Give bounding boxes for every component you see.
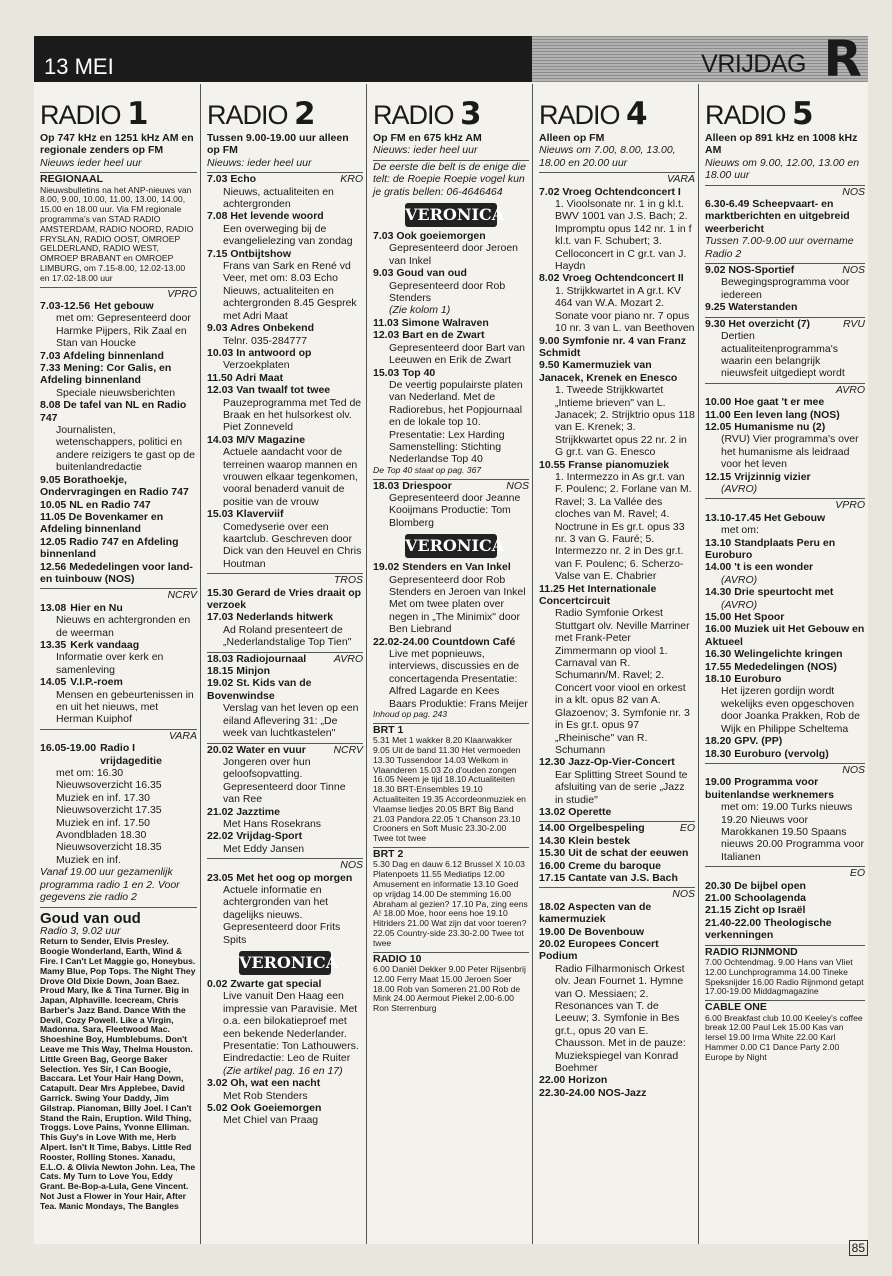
program-desc: Gepresenteerd door Rob Stenders	[389, 279, 506, 305]
program-desc: (AVRO)	[721, 598, 758, 611]
broadcaster-label: TROS	[207, 573, 363, 586]
program-entry: 16.00 Creme du baroque	[539, 859, 661, 872]
program-entry: 19.00 Programma voor buitenlandse werknemers	[705, 776, 834, 801]
program-entry: 7.08 Het levende woord	[207, 210, 324, 223]
program-entry: 22.30-24.00 NOS-Jazz	[539, 1086, 647, 1099]
day-label: VRIJDAG	[701, 50, 806, 78]
program-desc: Verzoekplaten	[223, 359, 290, 372]
brt2-title: BRT 2	[373, 848, 404, 861]
program-entry: 15.30 Uit de schat der eeuwen	[539, 847, 689, 860]
program-desc: Ear Splitting Street Sound te afsluiting van de serie „Jazz in studie"	[555, 768, 688, 806]
program-entry: 14.00 't is een wonder	[705, 561, 814, 574]
broadcaster-label: NOS	[705, 763, 865, 776]
program-entry: 15.00 Het Spoor	[705, 611, 785, 624]
program-entry: 12.05 Humanisme nu (2)	[705, 420, 826, 433]
program-entry: 20.02 Europees Concert Podium	[539, 938, 659, 963]
regional-text: Nieuwsbulletins na het ANP-nieuws van 8.00, 9.00, 10.00, 11.00, 13.00, 14.00, 15.00 en 18.00 uur. Via FM regionale programma's van STAD RADIO AMSTERDAM, RADIO NOORD, RADIO FRYSLAN, RADIO OOST, OMROEP GELDERLAND, RADIO WEST, OMROEP BRABANT en OMROEP LIMBURG, om 7.15-8.00, 12.02-13.00 en 17.02-18.00 uur	[40, 184, 194, 283]
program-entry: 8.08 De tafel van NL en Radio 747	[40, 399, 187, 424]
goud-van-oud-playlist: Return to Sender, Elvis Presley. Boogie Wonderland, Earth, Wind & Fire. I Can't Let Maggie go, Honeybus. Mamy Blue, Pop Tops. The Night They Drove Old Dixie Down, Joan Baez. Proud Mary, Ike & Tina Turner. Big in Japan, Alphaville. Icecream, Chris Barber's Jazz Band. Dance With the Devil, Cozy Powell. Like a Virgin, Madonna. Sara, Fleetwood Mac. Shoeshine Boy, Humblebums. Don't Leave me This Way, Thelma Houston. Little Green Bag, George Baker Selection. Yes Sir, I Can Boogie, Baccara. Let Your Hair Hang Down, Catapult. Dear Mrs Applebee, David Garrick. Swing Your Daddy, Jim Gilstrap. Pianoman, Billy Joel. I Can't Stand the Rain, Eruption. Wild Thing, Troggs. Love Pains, Yvonne Elliman. This Guy's in Love With me, Herb Alpert. Isn't It Time, Babys. Little Red Rooster, Rolling Stones. Xanadu, E.L.O. & Olivia Newton John. Lea, The Cats. My Turn to Love You, Eddy Grant. Be-Bop-a-Lula, Gene Vincent. Not Just a Flower in Your Hair, After Tea. Manic Mondays, The Bangles	[40, 936, 196, 1211]
regional-title: REGIONAAL	[40, 173, 103, 186]
program-note: (Zie artikel pag. 16 en 17)	[223, 1064, 343, 1077]
page-number: 85	[849, 1240, 868, 1256]
veronica-logo: VERONICA	[405, 203, 497, 227]
radio2-column	[200, 84, 366, 1244]
program-desc: 1. Strijkkwartet in A gr.t. KV 464 van W.A. Mozart 2. Sonate voor piano nr. 7 opus 10 nr. 3 van L. van Beethoven	[555, 284, 695, 335]
program-entry: 16.05-19.00 Radio I vrijdageditie	[40, 742, 162, 767]
radio-letter-logo: R	[823, 30, 862, 88]
goud-van-oud-subtitle: Radio 3, 9.02 uur	[40, 924, 121, 937]
station-title: RADIO 5	[705, 96, 813, 132]
veronica-logo: VERONICA	[405, 534, 497, 558]
program-entry: 7.02 Vroeg Ochtendconcert I	[539, 185, 681, 198]
program-entry: 13.02 Operette	[539, 805, 612, 818]
program-desc: Ad Roland presenteert de „Nederlandstalige Top Tien"	[223, 623, 352, 649]
radio10-title: RADIO 10	[373, 952, 422, 965]
program-desc: Het ijzeren gordijn wordt wekelijks even opgeschoven door Joanka Prakken, Rob de Wijk en Philippe Scheltema	[721, 685, 860, 735]
broadcaster-label: NCRV	[40, 588, 197, 601]
program-entry: 17.03 Nederlands hitwerk	[207, 611, 334, 624]
program-entry: 11.00 Een leven lang (NOS)	[705, 408, 840, 421]
program-desc: Journalisten, wetenschappers, politici en andere reizigers te gast op de buitenlandredactie	[56, 424, 195, 474]
program-note: Tussen 7.00-9.00 uur overname Radio 2	[705, 235, 854, 260]
program-entry: 18.15 Minjon	[207, 665, 271, 678]
program-entry: 18.02 Aspecten van de kamermuziek	[539, 900, 652, 926]
program-entry: 23.05 Met het oog op morgen	[207, 871, 353, 884]
radio1-column	[34, 84, 200, 1244]
program-desc: Bewegingsprogramma voor iedereen	[721, 276, 850, 301]
program-desc: 1. Vioolsonate nr. 1 in g kl.t. BWV 1001 van J.S. Bach; 2. Impromptu opus 142 nr. 1 in f kl.t. van F. Schubert; 3. Celloconcert in C gr.t. van J. Haydn	[555, 198, 692, 273]
program-entry: 16.30 Welingelichte kringen	[705, 648, 843, 661]
program-desc: Live vanuit Den Haag een impressie van Paravisie. Met o.a. een bilokatieproef met een bekende Nederlander. Presentatie: Ton Lathouwers. Eindredactie: Leo de Ruiter	[223, 990, 359, 1065]
cable-one-text: 6.00 Breakfast club 10.00 Keeley's coffee break 12.00 Paul Lek 15.00 Kas van Iersel 19.00 Irma White 22.00 Karl Hammer 0.00 C1 Dance Party 2.00 Europe by Night	[705, 1012, 863, 1062]
broadcaster-label: VPRO	[40, 287, 197, 300]
program-entry: 5.02 Ook Goeiemorgen	[207, 1102, 322, 1115]
program-desc: Met Hans Rosekrans	[223, 817, 322, 830]
program-desc: Actuele aandacht voor de terreinen waarop mannen en vrouwen elkaar tegenkomen, vooral benaderd vanuit de positie van de vrouw	[223, 446, 358, 508]
brt2-text: 5.30 Dag en dauw 6.12 Brussel X 10.03 Platenpoets 11.55 Mediatips 12.00 Amusement en informatie 13.10 Goed op vrijdag 14.00 De stemming 16.00 Abraham al gezien? 17.10 Pa, zing eens A! 18.00 Moe, hoor eens hoe 19.10 Hitriders 21.00 Wat zijn dat voor toeren? 22.05 Country-side 23.30-2.00 Twee tot twee	[373, 859, 528, 948]
program-desc: Pauzeprogramma met Ted de Braak en het hulsorkest olv. Piet Zonneveld	[223, 396, 362, 434]
page-header	[34, 30, 868, 88]
program-note: Inhoud op pag. 243	[373, 709, 448, 720]
program-entry: 11.25 Het Internationale Concertcircuit	[539, 582, 657, 608]
program-entry: 22.00 Horizon	[539, 1074, 608, 1087]
news-note: Nieuws: ieder heel uur	[207, 156, 312, 169]
schedule-columns	[34, 84, 868, 1244]
program-entry: 7.03 Echo KRO	[207, 173, 363, 186]
program-desc: Jongeren over hun geloofsopvatting. Gepresenteerd door Tinne van Ree	[223, 755, 346, 806]
program-entry: 14.30 Klein bestek	[539, 834, 631, 847]
station-intro: Op 747 kHz en 1251 kHz AM en regionale zenders op FM	[40, 132, 194, 157]
program-entry: 17.15 Cantate van J.S. Bach	[539, 871, 678, 884]
goud-van-oud-title: Goud van oud	[40, 909, 141, 927]
station-intro: Tussen 9.00-19.00 uur alleen op FM	[207, 132, 349, 157]
program-entry: 9.03 Adres Onbekend	[207, 322, 314, 335]
program-desc: Gepresenteerd door Jeanne Kooijmans Productie: Tom Blomberg	[389, 491, 521, 529]
brt1-title: BRT 1	[373, 723, 404, 736]
program-entry: 14.03 M/V Magazine	[207, 433, 306, 446]
program-entry: 10.05 NL en Radio 747	[40, 498, 151, 511]
program-desc: Speciale nieuwsberichten	[56, 386, 176, 399]
day-banner	[532, 30, 868, 88]
program-entry: 19.02 Stenders en Van Inkel	[373, 561, 511, 574]
veronica-logo: VERONICA	[239, 951, 331, 975]
program-desc: Radio Symfonie Orkest Stuttgart olv. Neville Marriner met Frank-Peter Zimmermann op viool 1. Carnaval van R. Schumann/M. Ravel; 2. Concert voor viool en orkest in a klt. opus 82 van A. Glazoenov; 3. Symfonie nr. 3 in Es gr.t. opus 97 „Rheinische" van R. Schumann	[555, 607, 690, 756]
program-entry: 8.02 Vroeg Ochtendconcert II	[539, 272, 684, 285]
program-entry: 3.02 Oh, wat een nacht	[207, 1077, 321, 1090]
program-entry: 15.03 Top 40	[373, 366, 436, 379]
program-entry: 13.08 Hier en Nu	[40, 601, 123, 614]
program-note: (Zie kolom 1)	[389, 304, 451, 317]
program-desc: Informatie over kerk en samenleving	[56, 651, 164, 676]
program-desc: Met Chiel van Praag	[223, 1114, 319, 1127]
program-desc: Met Eddy Jansen	[223, 842, 305, 855]
program-desc: met om: 16.30 Nieuwsoverzicht 16.35 Muziek en inf. 17.30 Nieuwsoverzicht 17.35 Muziek en inf. 17.50 Avondbladen 18.30 Nieuwsoverzicht 18.35 Muziek en inf.	[56, 767, 162, 866]
broadcaster-label: EO	[705, 866, 865, 879]
program-desc: Met Rob Stenders	[223, 1089, 308, 1102]
program-desc: (RVU) Vier programma's over het humanisme als leidraad voor het leven	[721, 433, 859, 471]
program-entry: 13.35 Kerk vandaag	[40, 638, 140, 651]
broadcaster-label: NOS	[207, 858, 363, 871]
station-title: RADIO 4	[539, 96, 647, 132]
program-desc: (AVRO)	[721, 482, 758, 495]
program-entry: 10.00 Hoe gaat 't er mee	[705, 396, 825, 409]
broadcaster-label: VARA	[539, 172, 695, 185]
program-entry: 19.02 St. Kids van de Bovenwindse	[207, 677, 312, 702]
program-desc: (AVRO)	[721, 573, 758, 586]
program-entry: 7.33 Mening: Cor Galis, en Afdeling binnenland	[40, 362, 172, 387]
brt1-text: 5.31 Met 1 wakker 8.20 Klaarwakker 9.05 Uit de band 11.30 Het vermoeden 13.30 Tussendoor 14.03 Welkom in Vlaanderen 15.03 Zo d'ouden zongen 16.05 Neem je tijd 18.10 Actualiteiten 18.30 BRT-Ensembles 19.10 Actualiteiten 19.35 Accordeonmuziek en Vlaamse liedjes 20.05 BRT Big Band 21.03 Pandora 22.05 't Chanson 23.10 Crooners en Soft Music 23.30-2.00 Twee tot twee	[373, 735, 526, 844]
station-intro: Alleen op FM	[539, 132, 605, 144]
program-desc: Radio Filharmonisch Orkest olv. Jean Fournet 1. Hymne van O. Messiaen; 2. Resonances van T. de Leeuw; 3. Symfonie in Bes gr.t., opus 20 van E. Chausson. Met in de pauze: Muziekspiegel van Konrad Boehmer	[555, 962, 686, 1075]
program-entry: 18.20 GPV. (PP)	[705, 735, 783, 748]
radio5-column	[698, 84, 868, 1244]
program-entry: 17.55 Mededelingen (NOS)	[705, 660, 837, 673]
program-entry: 21.00 Schoolagenda	[705, 891, 806, 904]
program-entry: 13.10-17.45 Het Gebouw	[705, 511, 826, 524]
program-entry: 10.55 Franse pianomuziek	[539, 458, 670, 471]
radio10-text: 6.00 Daniël Dekker 9.00 Peter Rijsenbrij 12.00 Ferry Maat 15.00 Jeroen Soer 18.00 Rob van Someren 21.00 Rob de Mink 24.00 Aermout Piekel 2.00-6.00 Ron Sterrenburg	[373, 964, 526, 1014]
program-entry: 9.00 Symfonie nr. 4 van Franz Schmidt	[539, 334, 687, 359]
cable-one-title: CABLE ONE	[705, 1001, 767, 1014]
tv-guide-page	[34, 30, 868, 1244]
program-desc: Mensen en gebeurtenissen in en uit het nieuws, met Herman Kuiphof	[56, 688, 194, 726]
program-desc: 1. Intermezzo in As gr.t. van F. Poulenc; 2. Forlane van M. Ravel; 3. La Vallée des cloches van M. Ravel; 4. Noctrune in Es gr.t. opus 33 nr. 3 van G. Fauré; 5. Intermezzo nr. 2 in Des gr.t. van F. Poulenc; 6. Scherzo-Valse van E. Chabrier	[555, 470, 692, 583]
program-entry: 22.02 Vrijdag-Sport	[207, 830, 303, 843]
program-desc: Verslag van het leven op een eiland Aflevering 31: „De week van luchtkastelen"	[223, 702, 359, 740]
program-entry: 18.30 Euroburo (vervolg)	[705, 747, 829, 760]
program-desc: Live met popnieuws, interviews, discussies en de concertagenda Presentatie: Alfred Lagarde en Kees Baars Produktie: Frans Meijer	[389, 648, 528, 710]
station-intro: Op FM en 675 kHz AM	[373, 132, 482, 144]
news-note: Nieuws om 9.00, 12.00, 13.00 en 18.00 uur	[705, 156, 860, 182]
news-note: Nieuws om 7.00, 8.00, 13.00, 18.00 en 20.00 uur	[539, 144, 676, 169]
program-entry: 12.56 Mededelingen voor land- en tuinbouw (NOS)	[40, 560, 193, 585]
program-desc: Comedyserie over een kaartclub. Geschreven door Dick van den Heuvel en Chris Houtman	[223, 520, 362, 570]
program-note: Vanaf 19.00 uur gezamenlijk programma radio 1 en 2. Voor gegevens zie radio 2	[40, 866, 180, 904]
program-entry: 14.00 Orgelbespeling EO	[539, 822, 695, 835]
program-note: De Top 40 staat op pag. 367	[373, 464, 482, 475]
rijnmond-text: 7.00 Ochtendmag. 9.00 Hans van Vliet 12.00 Lunchprogramma 14.00 Tineke Speksnijder 16.00 Radio Rijnmond getapt 17.00-19.00 Middagmagazine	[705, 957, 864, 997]
program-desc: Dertien actualiteitenprogramma's waarin een belangrijk nieuwsfeit uitgediept wordt	[721, 330, 845, 380]
rijnmond-title: RADIO RIJNMOND	[705, 945, 798, 958]
program-desc: De veertig populairste platen van Nederland. Met de Radiorebus, het Popjournaal en de lokale top 10. Presentatie: Lex Harding Samenstelling: Stichting Nederlandse Top 40	[389, 378, 523, 466]
program-desc: Frans van Sark en René vd Veer, met om: 8.03 Echo Nieuws, actualiteiten en achtergronden 8.45 Gesprek met Adri Maat	[223, 260, 357, 322]
program-entry: 18.10 Euroburo	[705, 673, 782, 686]
program-entry: 12.15 Vrijzinnig vizier	[705, 470, 811, 483]
program-entry: 18.03 Driespoor NOS	[373, 479, 529, 492]
program-desc: Nieuws en achtergronden en de weerman	[56, 614, 191, 639]
program-entry: 10.03 In antwoord op	[207, 346, 312, 359]
broadcaster-label: VARA	[40, 729, 197, 742]
program-entry: 15.03 Klaverviif	[207, 508, 284, 521]
program-entry: 12.03 Van twaalf tot twee	[207, 384, 331, 397]
program-entry: 11.05 De Bovenkamer en Afdeling binnenland	[40, 510, 164, 536]
program-entry: 12.03 Bart en de Zwart	[373, 329, 485, 342]
program-entry: 9.03 Goud van oud	[373, 267, 467, 280]
station-title: RADIO 2	[207, 96, 315, 132]
program-entry: 9.05 Borathoekje, Ondervragingen en Radio 747	[40, 473, 189, 499]
program-entry: 21.40-22.00 Theologische verkenningen	[705, 916, 832, 942]
program-desc: Nieuws, actualiteiten en achtergronden	[223, 185, 334, 211]
program-entry: 7.03-12.56 Het gebouw	[40, 300, 154, 312]
program-entry: 13.10 Standplaats Peru en Euroburo	[705, 536, 836, 561]
program-entry: 9.25 Waterstanden	[705, 301, 798, 314]
program-desc: met om: Gepresenteerd door Harmke Pijpers, Rik Zaal en Stan van Houcke	[56, 312, 191, 350]
program-entry: 16.00 Muziek uit Het Gebouw en Aktueel	[705, 623, 865, 648]
station-intro: Alleen op 891 kHz en 1008 kHz AM	[705, 132, 858, 157]
news-note: Nieuws ieder heel uur	[40, 156, 142, 169]
station-title: RADIO 1	[40, 96, 148, 132]
station-title: RADIO 3	[373, 96, 481, 132]
program-entry: 14.30 Drie speurtocht met	[705, 586, 834, 599]
program-entry: 20.02 Water en vuur NCRV	[207, 743, 363, 756]
broadcaster-label: NOS	[705, 185, 865, 198]
program-entry: 14.05 V.I.P.-roem	[40, 676, 123, 689]
program-entry: 9.30 Het overzicht (7) RVU	[705, 317, 865, 330]
program-entry: 11.03 Simone Walraven	[373, 316, 489, 329]
program-entry: 11.50 Adri Maat	[207, 371, 284, 384]
program-desc: Gepresenteerd door Bart van Leeuwen en Erik de Zwart	[389, 341, 525, 367]
program-entry: 22.02-24.00 Countdown Café	[373, 635, 516, 648]
program-entry: 21.02 Jazztime	[207, 805, 280, 818]
program-entry: 7.15 Ontbijtshow	[207, 247, 292, 260]
program-entry: 12.30 Jazz-Op-Vier-Concert	[539, 756, 675, 769]
program-desc: 1. Tweede Strijkkwartet „Intieme brieven" van L. Janacek; 2. Strijktrio opus 118 van E. Krenek; 3. Strijkkwartet opus 22 nr. 2 in G gr.t. van G. Enesco	[555, 384, 695, 459]
date-label: 13 MEI	[34, 36, 532, 82]
broadcaster-label: AVRO	[705, 383, 865, 396]
program-entry: 18.03 Radiojournaal AVRO	[207, 652, 363, 665]
program-entry: 20.30 De bijbel open	[705, 879, 806, 892]
news-note: Nieuws: ieder heel uur	[373, 144, 478, 157]
program-entry: 9.02 NOS-Sportief NOS	[705, 264, 865, 277]
program-desc: met om: 19.00 Turks nieuws 19.20 Nieuws voor Marokkanen 19.50 Spaans nieuws 20.00 Programma voor Italianen	[721, 801, 864, 863]
program-entry: 21.15 Zicht op Israël	[705, 904, 806, 917]
program-desc: Gepresenteerd door Jeroen van Inkel	[389, 242, 518, 267]
program-desc: Een overweging bij de evangelielezing van zondag	[223, 222, 353, 248]
program-desc: met om:	[721, 524, 759, 537]
program-desc: Telnr. 035-284777	[223, 334, 308, 347]
program-desc: Gepresenteerd door Rob Stenders en Jeroen van Inkel Met om twee platen over negen in „The Minimix" door Ben Liebrand	[389, 573, 526, 636]
broadcaster-label: NOS	[539, 887, 695, 900]
broadcaster-label: VPRO	[705, 498, 865, 511]
program-entry: 7.03 Afdeling binnenland	[40, 349, 164, 362]
program-entry: 6.30-6.49 Scheepvaart- en marktberichten en uitgebreid weerbericht	[705, 198, 850, 235]
program-entry: 15.30 Gerard de Vries draait op verzoek	[207, 586, 362, 612]
phone-note: De eerste die belt is de enige die telt: de Roepie Roepie vogel kun je gratis bellen: 06-4646464	[373, 160, 526, 198]
program-entry: 12.05 Radio 747 en Afdeling binnenland	[40, 535, 179, 561]
radio4-column	[532, 84, 698, 1244]
program-entry: 0.02 Zwarte gat special	[207, 978, 322, 990]
radio3-column	[366, 84, 532, 1244]
program-entry: 7.03 Ook goeiemorgen	[373, 230, 486, 243]
program-desc: Actuele informatie en achtergronden van het dagelijks nieuws. Gepresenteerd door Frits Spits	[223, 883, 341, 946]
program-entry: 9.50 Kamermuziek van Janacek, Krenek en Enesco	[539, 359, 678, 384]
program-entry: 19.00 De Bovenbouw	[539, 925, 645, 938]
